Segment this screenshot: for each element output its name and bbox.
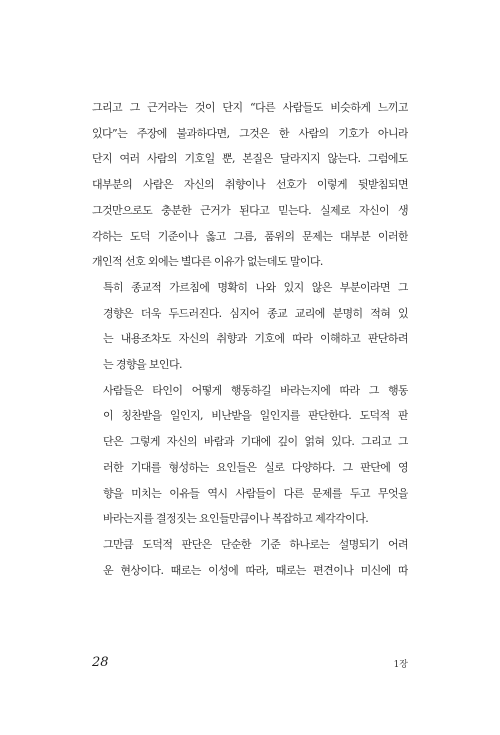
text-line: 그것만으로도 충분한 근거가 된다고 믿는다. 실제로 자신이 생	[92, 203, 408, 217]
page-number: 28	[92, 655, 109, 670]
text-line: 경향은 더욱 두드러진다. 심지어 종교 교리에 분명히 적혀 있	[103, 306, 408, 320]
text-line: 단지 여러 사람의 기호일 뿐, 본질은 달라지지 않는다. 그럼에도	[92, 152, 408, 166]
page-footer	[92, 655, 408, 675]
text-line: 그리고 그 근거라는 것이 단지 “다른 사람들도 비슷하게 느끼고	[92, 101, 408, 114]
text-line: 바라는지를 결정짓는 요인들만큼이나 복잡하고 제각각이다.	[103, 512, 369, 526]
text-line: 개인적 선호 외에는 별다른 이유가 없는데도 말이다.	[92, 255, 323, 269]
body-text	[92, 95, 408, 583]
text-line: 특히 종교적 가르침에 명확히 나와 있지 않은 부분이라면 그	[103, 280, 408, 294]
text-line: 그만큼 도덕적 판단은 단순한 기준 하나로는 설명되기 어려	[103, 537, 408, 551]
paragraph-3	[92, 378, 408, 532]
text-line: 는 내용조차도 자신의 취향과 기호에 따라 이해하고 판단하려	[103, 332, 408, 346]
text-line: 있다”는 주장에 불과하다면, 그것은 한 사람의 기호가 아니라	[92, 126, 408, 140]
text-line: 사람들은 타인이 어떻게 행동하길 바라는지에 따라 그 행동	[103, 383, 408, 397]
text-line: 운 현상이다. 때로는 이성에 따라, 때로는 편견이나 미신에 따	[103, 563, 408, 577]
text-line: 는 경향을 보인다.	[103, 358, 182, 372]
text-line: 향을 미치는 이유들 역시 사람들이 다른 문제를 두고 무엇을	[103, 486, 408, 500]
paragraph-1	[92, 95, 408, 275]
text-line: 대부분의 사람은 자신의 취향이나 선호가 이렇게 뒷받침되면	[92, 178, 408, 192]
text-line: 단은 그렇게 자신의 바람과 기대에 깊이 얽혀 있다. 그리고 그	[103, 435, 408, 449]
chapter-label: 1장	[393, 660, 408, 670]
text-line: 이 칭찬받을 일인지, 비난받을 일인지를 판단한다. 도덕적 판	[103, 409, 408, 423]
text-line: 각하는 도덕 기준이나 옳고 그름, 품위의 문제는 대부분 이러한	[92, 229, 408, 243]
paragraph-4	[92, 532, 408, 583]
paragraph-2	[92, 275, 408, 378]
text-line: 러한 기대를 형성하는 요인들은 실로 다양하다. 그 판단에 영	[103, 460, 408, 474]
